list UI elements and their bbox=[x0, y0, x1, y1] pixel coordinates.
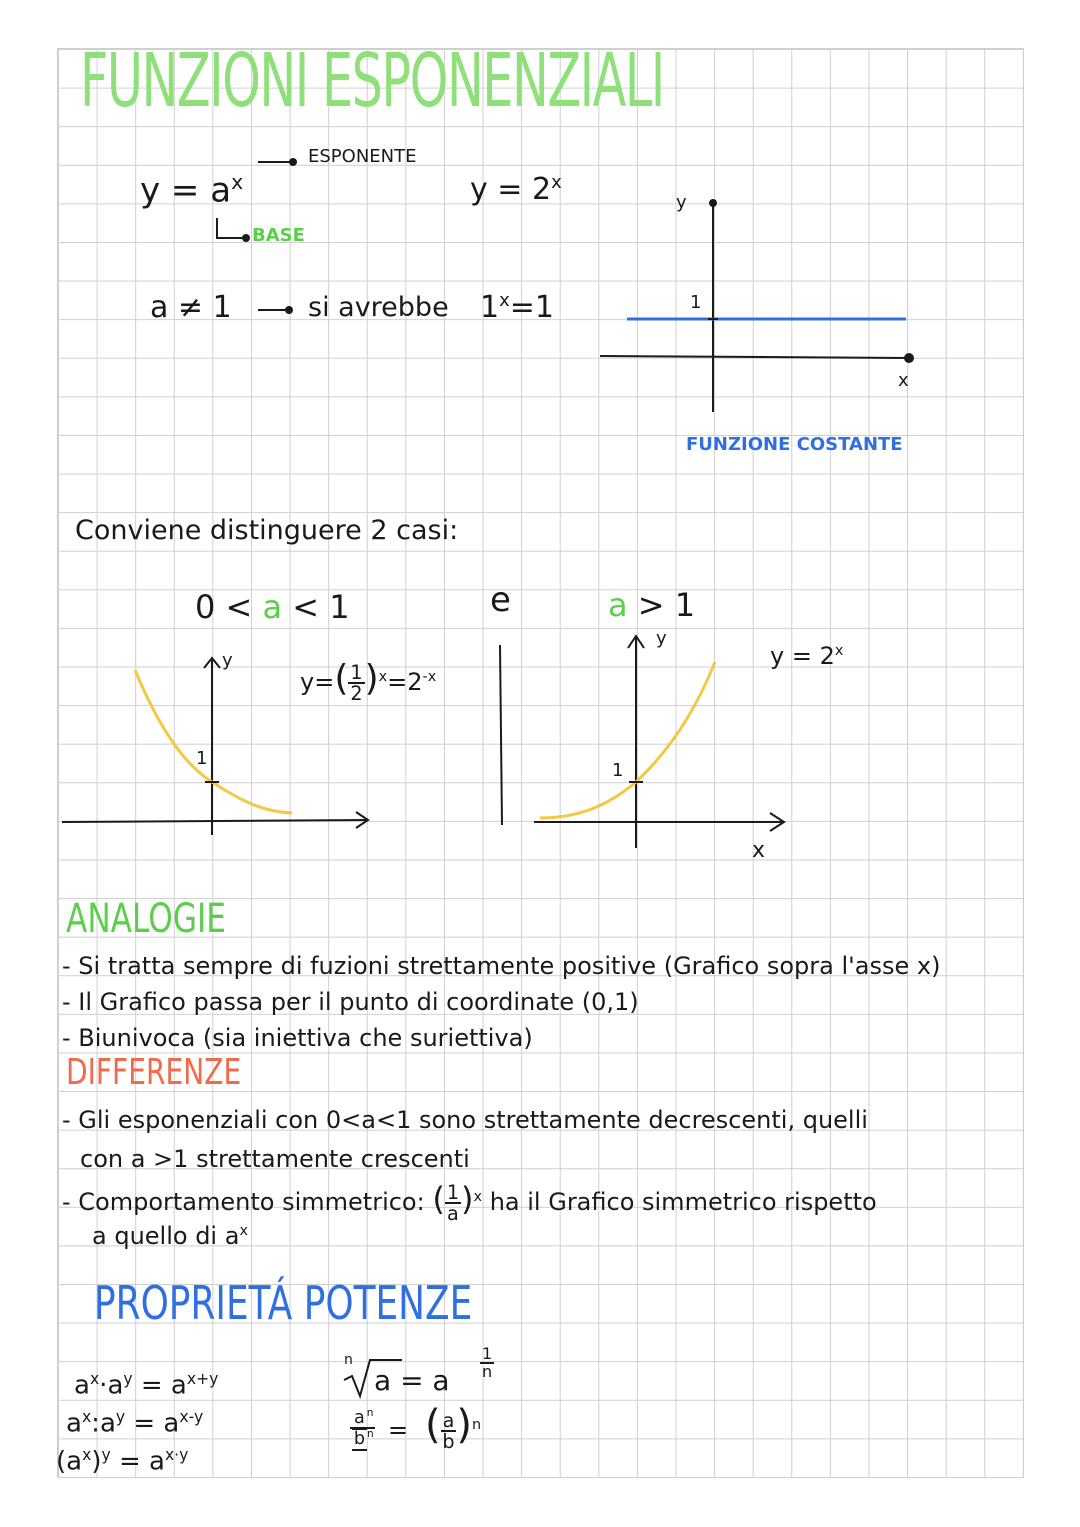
rule3-res-exp: x·y bbox=[164, 1446, 189, 1464]
case1-left: 0 < bbox=[195, 588, 263, 626]
graph1-y-label: y bbox=[222, 650, 233, 671]
quot-exp: n bbox=[471, 1417, 482, 1433]
graph2-tick-one: 1 bbox=[612, 760, 624, 781]
rule2-eq: = a bbox=[125, 1408, 180, 1439]
quot-rule-rhs: ( $\frac{a}{b}$ )$^n$ bbox=[425, 1402, 482, 1453]
graph1-curve bbox=[135, 670, 292, 813]
differenze-heading: DIFFERENZE bbox=[66, 1052, 242, 1093]
rule3-eq: = a bbox=[110, 1446, 165, 1477]
power-rule-quotient bbox=[66, 1408, 203, 1439]
quot-den-exp: n bbox=[366, 1428, 374, 1441]
formula-exponent: x bbox=[231, 170, 244, 194]
rule2-op: : bbox=[91, 1408, 100, 1439]
quot-eq: = bbox=[388, 1416, 409, 1444]
const-x-label: x bbox=[898, 370, 909, 391]
graph1-suffix-exp: -x bbox=[422, 669, 437, 685]
rule2-res-exp: x-y bbox=[179, 1408, 204, 1426]
quot-num: a bbox=[354, 1407, 365, 1428]
root-exponent bbox=[480, 1346, 494, 1380]
symmetric-exp: x bbox=[473, 1189, 483, 1205]
graph1-prefix: y= bbox=[300, 668, 335, 696]
const-y-arrow bbox=[709, 199, 717, 207]
rule1-res-exp: x+y bbox=[186, 1370, 219, 1388]
symmetric-fraction bbox=[445, 1180, 461, 1225]
rule3-op: ) bbox=[91, 1446, 102, 1477]
example-base: y = 2 bbox=[470, 172, 552, 207]
analogie-heading: ANALOGIE bbox=[66, 896, 226, 942]
const-x-axis bbox=[600, 356, 910, 358]
graph1-tick-one: 1 bbox=[196, 748, 208, 769]
symmetric-frac-den: a bbox=[447, 1202, 459, 1225]
graph1-frac-den: 2 bbox=[350, 682, 363, 705]
symmetric-line2-exp: x bbox=[239, 1223, 248, 1239]
graph1-exp: x bbox=[378, 669, 388, 685]
analogie-item-3: - Biunivoca (sia iniettiva che suriettiva) bbox=[62, 1024, 533, 1052]
rule1-lhs-exp: x bbox=[89, 1370, 100, 1388]
power-rule-power bbox=[56, 1446, 188, 1477]
const-x-arrow bbox=[904, 353, 914, 363]
base-arrow bbox=[217, 218, 243, 238]
one-result: =1 bbox=[509, 290, 554, 325]
connector-e: e bbox=[490, 580, 511, 620]
quot-num-exp: n bbox=[366, 1407, 374, 1419]
quot-rule-lhs bbox=[350, 1408, 375, 1449]
rule2-lhs: a bbox=[66, 1408, 82, 1439]
root-index: n bbox=[344, 1352, 353, 1368]
rule3-lhs: (a bbox=[56, 1446, 83, 1477]
differenze-item-2-line-1: - Comportamento simmetrico: ( $\frac{1}{a}$ )$^x$ ha il Grafico simmetrico rispetto bbox=[62, 1180, 877, 1225]
const-y-label: y bbox=[676, 192, 687, 213]
cases-intro: Conviene distinguere 2 casi: bbox=[75, 515, 459, 546]
quot-frac-num: a bbox=[442, 1408, 455, 1432]
esponente-arrow-dot bbox=[289, 158, 297, 166]
case2-a: a bbox=[608, 586, 628, 624]
case1-right: < 1 bbox=[282, 588, 350, 626]
one-base: 1 bbox=[480, 290, 500, 325]
graph1-suffix: =2 bbox=[387, 668, 423, 696]
differenze-item-1-line-1: - Gli esponenziali con 0<a<1 sono strettamente decrescenti, quelli bbox=[62, 1106, 868, 1134]
symmetric-frac-num: 1 bbox=[446, 1180, 460, 1204]
differenze-item-1-line-2: con a >1 strettamente crescenti bbox=[80, 1145, 470, 1173]
root-rule bbox=[374, 1364, 450, 1397]
root-eq: = a bbox=[391, 1364, 450, 1397]
graph2-y-label: y bbox=[656, 628, 667, 649]
one-exponent: x bbox=[499, 290, 510, 311]
formula-base: y = a bbox=[140, 170, 232, 211]
root-exp-den: n bbox=[482, 1362, 493, 1381]
power-rule-product bbox=[74, 1370, 218, 1401]
rule2-rhs-exp: y bbox=[115, 1408, 126, 1426]
quot-den: b bbox=[353, 1429, 365, 1450]
rule1-op: · bbox=[99, 1370, 108, 1401]
rule1-rhs-exp: y bbox=[123, 1370, 133, 1388]
const-tick-one: 1 bbox=[690, 292, 702, 313]
rule3-rhs-exp: y bbox=[101, 1446, 111, 1464]
esponente-label: ESPONENTE bbox=[308, 146, 417, 167]
condition: a ≠ 1 bbox=[150, 290, 232, 325]
rule3-lhs-exp: x bbox=[82, 1446, 92, 1464]
rule2-rhs: a bbox=[99, 1408, 116, 1439]
condition-arrow-dot bbox=[285, 306, 293, 314]
root-base: a bbox=[374, 1364, 392, 1397]
graph2-exp: x bbox=[834, 643, 844, 659]
symmetric-prefix: - Comportamento simmetrico: bbox=[62, 1188, 425, 1216]
base-arrow-dot bbox=[242, 234, 250, 242]
symmetric-line2: a quello di a bbox=[92, 1222, 240, 1250]
analogie-item-1: - Si tratta sempre di fuzioni strettamente positive (Grafico sopra l'asse x) bbox=[62, 952, 941, 980]
differenze-item-2-line-2 bbox=[92, 1222, 248, 1250]
rule1-eq: = a bbox=[132, 1370, 187, 1401]
graph2-base: y = 2 bbox=[770, 642, 835, 670]
symmetric-suffix: ha il Grafico simmetrico rispetto bbox=[489, 1188, 877, 1216]
const-caption: FUNZIONE COSTANTE bbox=[686, 434, 903, 455]
case2-right: > 1 bbox=[627, 586, 696, 624]
graph2-curve bbox=[540, 662, 715, 818]
base-label: BASE bbox=[252, 225, 305, 246]
graph2-x-label: x bbox=[752, 838, 766, 863]
analogie-item-2: - Il Grafico passa per il punto di coordinate (0,1) bbox=[62, 988, 639, 1016]
proprieta-heading: PROPRIETÁ POTENZE bbox=[94, 1276, 473, 1330]
cases-separator bbox=[500, 645, 502, 825]
example-exponent: x bbox=[551, 172, 562, 193]
graph1-formula: y=( $\frac{1}{2}$ )$^x=2^{-x}$ bbox=[300, 658, 437, 705]
rule1-rhs: a bbox=[107, 1370, 124, 1401]
condition-note: si avrebbe bbox=[308, 292, 449, 323]
case1-a: a bbox=[262, 588, 283, 626]
rule2-lhs-exp: x bbox=[81, 1408, 92, 1426]
root-exp-num: 1 bbox=[482, 1344, 493, 1363]
quot-frac-den: b bbox=[442, 1430, 455, 1453]
page-title: FUNZIONI ESPONENZIALI bbox=[80, 38, 664, 124]
graph1-frac-num: 1 bbox=[350, 660, 363, 684]
graph1-x-axis bbox=[62, 820, 368, 822]
rule1-lhs: a bbox=[74, 1370, 90, 1401]
